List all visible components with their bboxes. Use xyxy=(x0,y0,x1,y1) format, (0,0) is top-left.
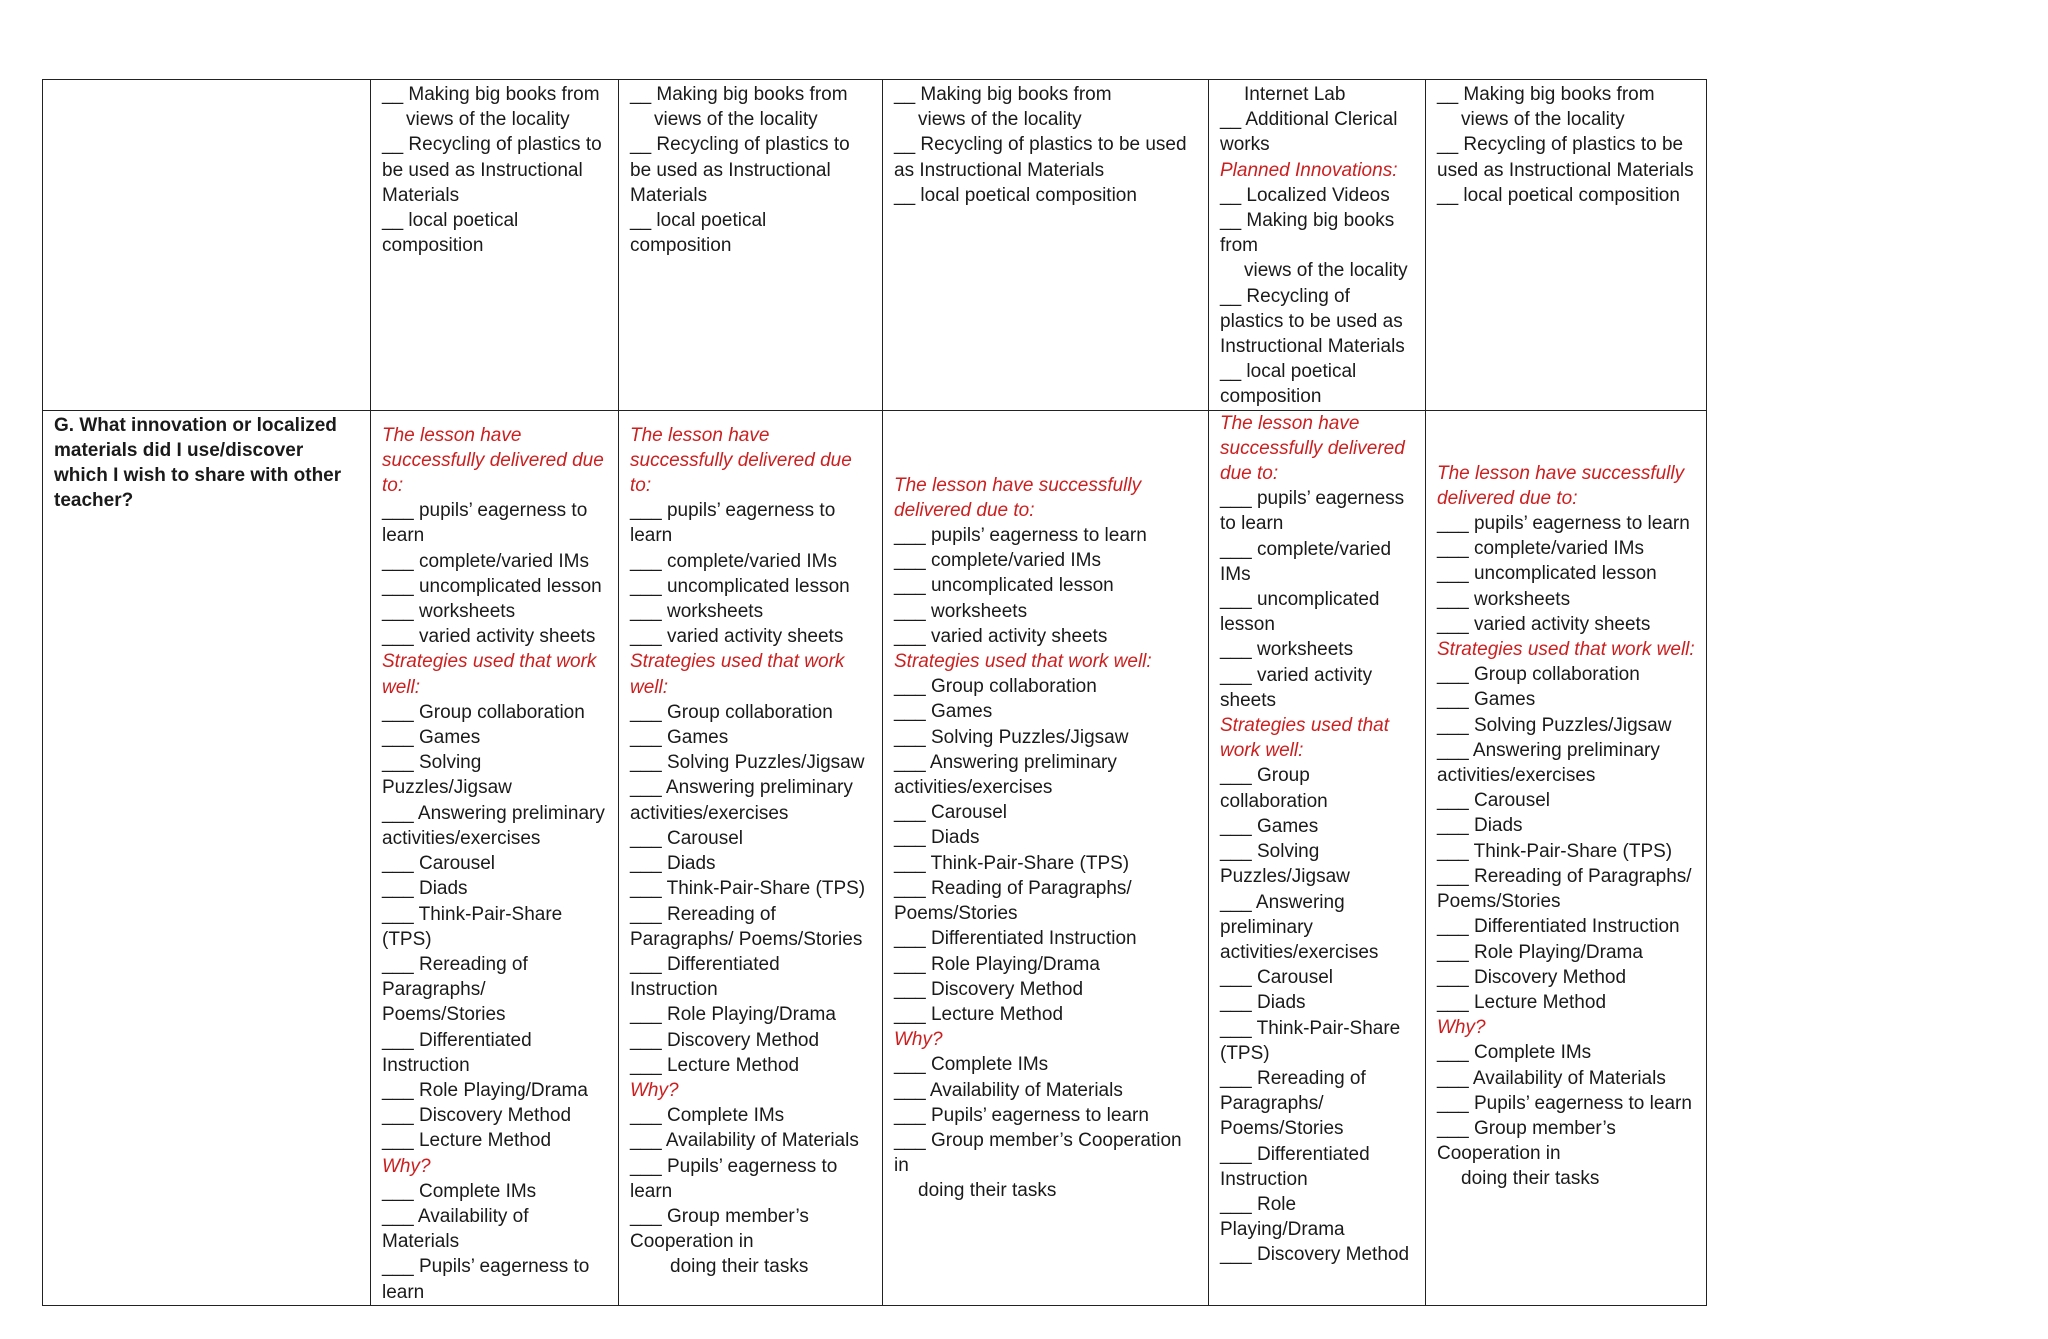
list-item: ___ Answering preliminary activities/exercises xyxy=(382,802,605,849)
list-item: ___ Carousel xyxy=(630,827,744,849)
list-item: ___ Discovery Method xyxy=(894,978,1084,1000)
list-item: ___ Games xyxy=(1437,689,1536,711)
row1-label-cell xyxy=(43,80,371,411)
list-item: views of the locality xyxy=(654,109,818,131)
list-item: views of the locality xyxy=(406,109,570,131)
list-item: ___ varied activity sheets xyxy=(1437,613,1651,635)
row1-col5-cell xyxy=(1426,80,1707,411)
section-heading: The lesson have successfully delivered due to: xyxy=(894,474,1142,521)
list-item: ___ Availability of Materials xyxy=(1437,1067,1666,1089)
list-item: ___ Role Playing/Drama xyxy=(382,1079,588,1101)
list-item: ___ complete/varied IMs xyxy=(1437,538,1644,560)
list-item: __ local poetical composition xyxy=(382,210,519,257)
list-item: __ local poetical composition xyxy=(630,210,767,257)
list-item: __ Recycling of plastics to be used as Instructional Materials xyxy=(1220,285,1405,358)
list-item: __ Localized Videos xyxy=(1220,184,1390,206)
list-item: ___ uncomplicated lesson xyxy=(894,575,1114,597)
section-heading: Strategies used that work well: xyxy=(894,651,1152,673)
list-item: ___ Rereading of Paragraphs/ Poems/Stories xyxy=(630,903,863,950)
list-item: ___ Carousel xyxy=(382,853,496,875)
list-item: ___ Group collaboration xyxy=(1220,765,1328,812)
list-item: ___ pupils’ eagerness to learn xyxy=(382,500,588,547)
list-item: ___ Solving Puzzles/Jigsaw xyxy=(894,726,1129,748)
list-item: ___ Games xyxy=(630,727,729,749)
list-item: __ Recycling of plastics to be used as Instructional Materials xyxy=(382,134,602,206)
list-item: ___ Solving Puzzles/Jigsaw xyxy=(382,752,512,799)
section-heading: Strategies used that work well: xyxy=(1220,715,1389,762)
list-item: ___ Diads xyxy=(1220,992,1306,1014)
list-item: ___ Think-Pair-Share (TPS) xyxy=(1220,1017,1401,1064)
list-item: ___ uncomplicated lesson xyxy=(382,575,602,597)
list-item: ___ pupils’ eagerness to learn xyxy=(630,500,836,547)
list-item: ___ Pupils’ eagerness to learn xyxy=(894,1104,1149,1126)
list-item: ___ Diads xyxy=(1437,815,1523,837)
list-item: ___ uncomplicated lesson xyxy=(630,575,850,597)
list-item: ___ varied activity sheets xyxy=(1220,664,1373,711)
list-item: ___ Group collaboration xyxy=(894,676,1097,698)
list-item: views of the locality xyxy=(1461,109,1625,131)
list-item: ___ Reading of Paragraphs/ Poems/Stories xyxy=(894,877,1132,925)
section-heading: Strategies used that work well: xyxy=(630,651,845,698)
list-item: __ local poetical composition xyxy=(1437,184,1680,206)
list-item: ___ varied activity sheets xyxy=(382,626,596,648)
list-item: ___ Availability of Materials xyxy=(894,1079,1123,1101)
list-item: ___ Group collaboration xyxy=(630,701,833,723)
list-item: ___ Complete IMs xyxy=(382,1180,537,1202)
list-item: views of the locality xyxy=(1244,260,1408,282)
list-item: ___ Pupils’ eagerness to learn xyxy=(1437,1092,1692,1114)
list-item: ___ varied activity sheets xyxy=(894,625,1108,647)
list-item: ___ Solving Puzzles/Jigsaw xyxy=(630,752,865,774)
list-item: ___ Discovery Method xyxy=(630,1029,820,1051)
list-item: ___ Think-Pair-Share (TPS) xyxy=(1437,840,1673,862)
list-item: ___ Pupils’ eagerness to learn xyxy=(630,1155,838,1202)
list-item: ___ complete/varied IMs xyxy=(630,550,837,572)
row2-col1-cell xyxy=(371,410,619,1305)
list-item: ___ Group member’s Cooperation in xyxy=(630,1205,809,1253)
list-item: ___ Diads xyxy=(382,878,468,900)
list-item: ___ worksheets xyxy=(894,600,1028,622)
list-item: doing their tasks xyxy=(918,1180,1057,1202)
list-item: ___ Rereading of Paragraphs/ Poems/Stories xyxy=(382,953,528,1026)
list-item: views of the locality xyxy=(918,109,1082,131)
list-item: ___ complete/varied IMs xyxy=(894,550,1101,572)
section-heading: Why? xyxy=(894,1029,943,1051)
list-item: ___ Complete IMs xyxy=(1437,1042,1592,1064)
row1-col1-cell xyxy=(371,80,619,411)
list-item: ___ Group collaboration xyxy=(382,701,585,723)
list-item: ___ Answering preliminary activities/exercises xyxy=(630,777,853,824)
list-item: ___ Games xyxy=(894,701,993,723)
list-item: ___ Pupils’ eagerness to learn xyxy=(382,1256,590,1303)
list-item: ___ worksheets xyxy=(1220,639,1354,661)
list-item: ___ Differentiated Instruction xyxy=(1220,1143,1370,1190)
list-item: ___ Think-Pair-Share (TPS) xyxy=(382,903,563,950)
list-item: ___ pupils’ eagerness to learn xyxy=(894,525,1147,547)
list-item: ___ Diads xyxy=(894,827,980,849)
list-item: ___ varied activity sheets xyxy=(630,626,844,648)
row2-col5-cell xyxy=(1426,410,1707,1305)
section-heading: Why? xyxy=(1437,1017,1486,1039)
list-item: ___ Availability of Materials xyxy=(382,1205,529,1253)
list-item: ___ Think-Pair-Share (TPS) xyxy=(630,878,866,900)
list-item: ___ Group member’s Cooperation in xyxy=(894,1129,1182,1177)
list-item: doing their tasks xyxy=(670,1256,809,1278)
list-item: ___ Answering preliminary activities/exercises xyxy=(894,751,1117,799)
list-item: __ Additional Clerical works xyxy=(1220,109,1398,156)
list-item: ___ Role Playing/Drama xyxy=(1437,941,1643,963)
list-item: ___ Differentiated Instruction xyxy=(382,1029,532,1076)
list-item: __ Making big books from xyxy=(630,84,848,105)
list-item: ___ Availability of Materials xyxy=(630,1130,859,1152)
list-item: ___ Group collaboration xyxy=(1437,664,1640,686)
section-heading: Why? xyxy=(382,1155,431,1177)
list-item: ___ Answering preliminary activities/exercises xyxy=(1437,739,1660,787)
list-item: ___ Answering preliminary activities/exercises xyxy=(1220,891,1379,963)
section-heading: The lesson have successfully delivered due to: xyxy=(1437,462,1685,509)
section-heading: Why? xyxy=(630,1079,679,1101)
list-item: Internet Lab xyxy=(1244,84,1346,105)
list-item: ___ worksheets xyxy=(1437,588,1571,610)
list-item: __ local poetical composition xyxy=(894,184,1137,206)
question-cell xyxy=(43,410,371,1305)
question-text: G. What innovation or localized materials did I use/discover which I wish to share with other teacher? xyxy=(54,414,342,511)
list-item: __ local poetical composition xyxy=(1220,361,1357,408)
section-heading: Strategies used that work well: xyxy=(1437,639,1695,661)
list-item: ___ Rereading of Paragraphs/ Poems/Stories xyxy=(1220,1067,1366,1140)
row2-col3-cell xyxy=(883,410,1209,1305)
section-heading: The lesson have successfully delivered due to: xyxy=(630,424,852,497)
list-item: ___ worksheets xyxy=(382,601,516,623)
list-item: ___ complete/varied IMs xyxy=(382,550,589,572)
list-item: ___ Differentiated Instruction xyxy=(894,928,1137,950)
list-item: ___ Solving Puzzles/Jigsaw xyxy=(1437,714,1672,736)
row2-col2-cell xyxy=(619,410,883,1305)
list-item: ___ Differentiated Instruction xyxy=(1437,916,1680,938)
list-item: ___ Role Playing/Drama xyxy=(1220,1193,1345,1241)
list-item: ___ uncomplicated lesson xyxy=(1437,563,1657,585)
list-item: ___ Discovery Method xyxy=(1220,1244,1410,1266)
list-item: ___ Group member’s Cooperation in xyxy=(1437,1117,1616,1165)
list-item: ___ worksheets xyxy=(630,601,764,623)
section-heading: Planned Innovations: xyxy=(1220,159,1398,181)
list-item: ___ Lecture Method xyxy=(1437,991,1607,1013)
list-item: ___ pupils’ eagerness to learn xyxy=(1437,513,1690,535)
lesson-reflection-table xyxy=(42,79,1707,1306)
list-item: ___ Lecture Method xyxy=(894,1003,1064,1025)
list-item: ___ pupils’ eagerness to learn xyxy=(1220,488,1405,535)
list-item: __ Making big books from xyxy=(1437,84,1655,105)
row1-col3-cell xyxy=(883,80,1209,411)
list-item: ___ Differentiated Instruction xyxy=(630,953,780,1001)
list-item: doing their tasks xyxy=(1461,1168,1600,1190)
list-item: ___ Solving Puzzles/Jigsaw xyxy=(1220,841,1350,888)
section-heading: The lesson have successfully delivered due to: xyxy=(1220,412,1405,485)
list-item: ___ Role Playing/Drama xyxy=(630,1004,836,1026)
list-item: ___ Discovery Method xyxy=(382,1105,572,1127)
list-item: ___ Complete IMs xyxy=(630,1105,785,1127)
section-heading: The lesson have successfully delivered due to: xyxy=(382,424,604,497)
list-item: __ Making big books from xyxy=(1220,210,1395,257)
row2-col4-cell xyxy=(1209,410,1426,1305)
list-item: ___ Lecture Method xyxy=(382,1130,552,1152)
section-heading: Strategies used that work well: xyxy=(382,651,597,698)
list-item: ___ Carousel xyxy=(894,802,1008,824)
list-item: ___ complete/varied IMs xyxy=(1220,538,1392,585)
list-item: ___ Carousel xyxy=(1220,967,1334,989)
list-item: ___ Diads xyxy=(630,853,716,875)
list-item: __ Making big books from xyxy=(894,84,1112,105)
table-row xyxy=(43,410,1707,1305)
row1-col4-cell xyxy=(1209,80,1426,411)
list-item: __ Recycling of plastics to be used as Instructional Materials xyxy=(1437,134,1694,181)
list-item: ___ Games xyxy=(382,727,481,749)
list-item: ___ Think-Pair-Share (TPS) xyxy=(894,852,1130,874)
table-row xyxy=(43,80,1707,411)
list-item: ___ Complete IMs xyxy=(894,1054,1049,1076)
list-item: ___ Discovery Method xyxy=(1437,966,1627,988)
list-item: ___ Role Playing/Drama xyxy=(894,953,1100,975)
list-item: __ Making big books from xyxy=(382,84,600,105)
list-item: __ Recycling of plastics to be used as Instructional Materials xyxy=(630,134,850,206)
list-item: ___ Rereading of Paragraphs/ Poems/Stories xyxy=(1437,865,1692,913)
list-item: ___ Games xyxy=(1220,815,1319,837)
list-item: ___ Carousel xyxy=(1437,790,1551,812)
list-item: ___ Lecture Method xyxy=(630,1054,800,1076)
list-item: __ Recycling of plastics to be used as Instructional Materials xyxy=(894,134,1187,181)
row1-col2-cell xyxy=(619,80,883,411)
list-item: ___ uncomplicated lesson xyxy=(1220,589,1380,636)
